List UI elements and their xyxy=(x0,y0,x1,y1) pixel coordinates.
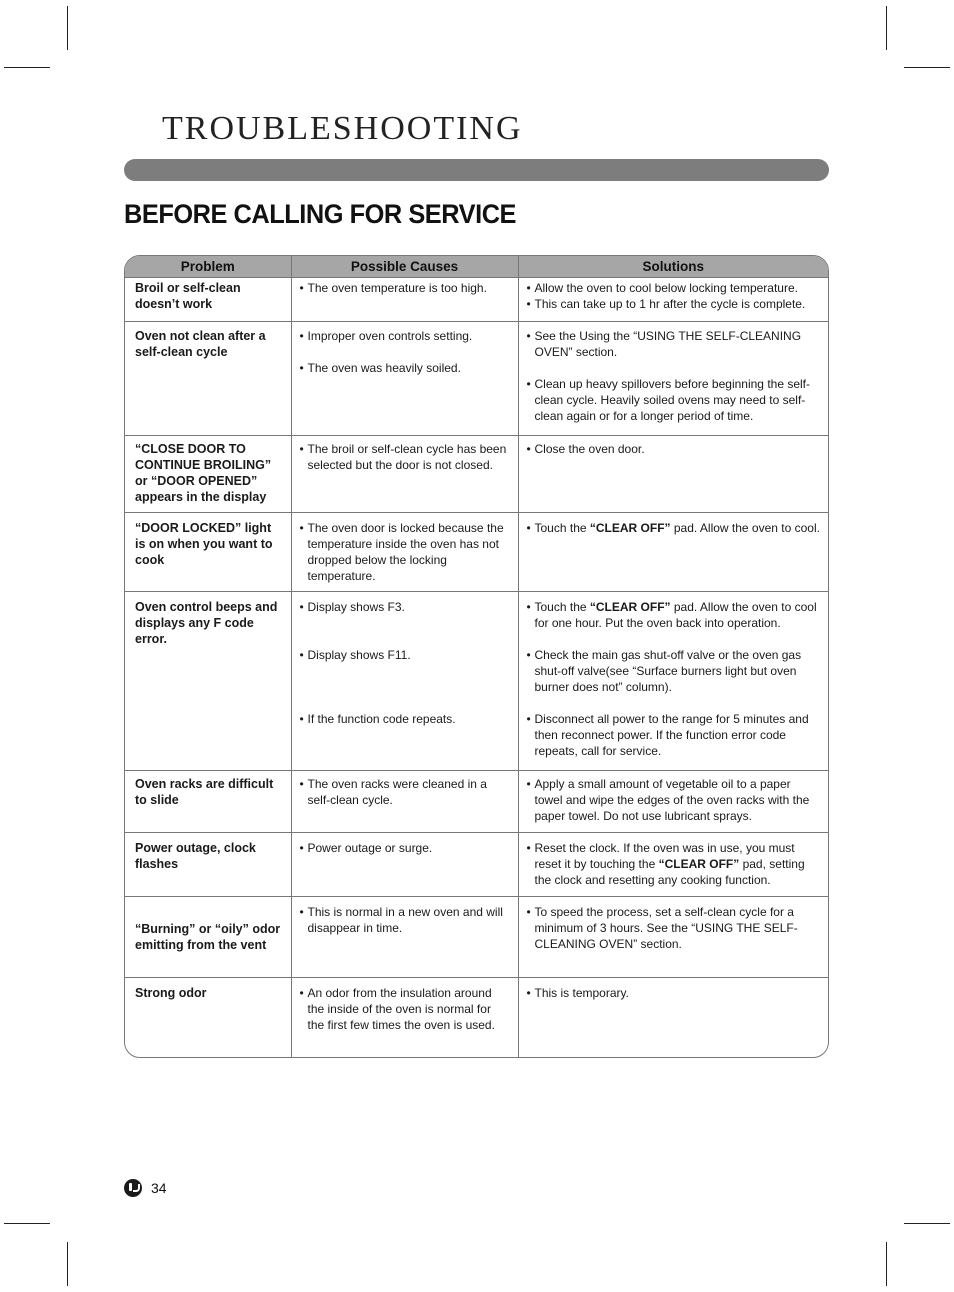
cause-item: • Power outage or surge. xyxy=(300,840,510,856)
solutions-cell xyxy=(518,592,828,771)
table-row xyxy=(125,833,828,897)
solutions-cell xyxy=(518,513,828,592)
causes-cell xyxy=(291,771,518,833)
crop-mark xyxy=(67,6,68,50)
crop-mark xyxy=(4,67,50,68)
page-title: BEFORE CALLING FOR SERVICE xyxy=(124,199,517,229)
header-causes: Possible Causes xyxy=(291,256,518,278)
solutions-cell xyxy=(518,322,828,436)
cause-item: • The oven door is locked because the temperature inside the oven has not dropped below the locking temperature. xyxy=(300,520,510,584)
crop-mark xyxy=(904,1223,950,1224)
solutions-cell xyxy=(518,436,828,513)
solution-item: • To speed the process, set a self-clean cycle for a minimum of 3 hours. See the “USING THE SELF-CLEANING OVEN” section. xyxy=(527,904,821,952)
title-bar xyxy=(124,159,829,181)
header-solutions: Solutions xyxy=(518,256,828,278)
solution-item: • Clean up heavy spillovers before beginning the self-clean cycle. Heavily soiled ovens may need to self-clean again or for a longer period of time. xyxy=(527,376,821,424)
cause-item: • Display shows F3. xyxy=(300,599,510,615)
solution-item: • Allow the oven to cool below locking temperature. xyxy=(527,280,821,296)
crop-mark xyxy=(67,1242,68,1286)
cause-item: • An odor from the insulation around the inside of the oven is normal for the first few times the oven is used. xyxy=(300,985,510,1033)
clear-off-keyword: “CLEAR OFF” xyxy=(589,600,671,614)
solution-text: pad. Allow the oven to cool. xyxy=(670,521,820,535)
table-row xyxy=(125,513,828,592)
crop-mark xyxy=(4,1223,50,1224)
page-footer xyxy=(124,1179,167,1197)
solution-item: • This can take up to 1 hr after the cycle is complete. xyxy=(527,296,821,312)
causes-cell xyxy=(291,592,518,771)
cause-item: • The oven was heavily soiled. xyxy=(300,360,510,376)
solution-item xyxy=(527,599,821,631)
problem-cell: “DOOR LOCKED” light is on when you want to cook xyxy=(125,513,291,592)
cause-item: • Display shows F11. xyxy=(300,647,510,663)
crop-mark xyxy=(886,6,887,50)
solutions-cell xyxy=(518,771,828,833)
causes-cell xyxy=(291,278,518,322)
causes-cell xyxy=(291,897,518,978)
problem-cell: “Burning” or “oily” odor emitting from the vent xyxy=(125,897,291,978)
solution-item: • This is temporary. xyxy=(527,985,821,1001)
clear-off-keyword: “CLEAR OFF” xyxy=(589,521,671,535)
solutions-cell xyxy=(518,897,828,978)
section-title: TROUBLESHOOTING xyxy=(162,110,523,147)
solution-item: • Disconnect all power to the range for 5 minutes and then reconnect power. If the function error code repeats, call for service. xyxy=(527,711,821,759)
solution-item: • Close the oven door. xyxy=(527,441,821,457)
solution-item xyxy=(527,840,821,888)
causes-cell xyxy=(291,833,518,897)
solution-text: Touch the xyxy=(534,600,590,614)
table-row xyxy=(125,771,828,833)
solutions-cell xyxy=(518,978,828,1057)
solution-text: Reset the clock. If the oven was in use, you must reset it by touching the xyxy=(534,841,795,871)
troubleshooting-table xyxy=(124,255,829,1058)
solution-item: • Apply a small amount of vegetable oil to a paper towel and wipe the edges of the oven racks with the paper towel. Do not use lubricant sprays. xyxy=(527,776,821,824)
table-row xyxy=(125,897,828,978)
table-header-row xyxy=(125,256,828,278)
cause-item: • The oven racks were cleaned in a self-clean cycle. xyxy=(300,776,510,808)
table-row xyxy=(125,592,828,771)
solution-text: Touch the xyxy=(534,521,590,535)
problem-cell: Oven control beeps and displays any F code error. xyxy=(125,592,291,771)
causes-cell xyxy=(291,322,518,436)
header-problem: Problem xyxy=(125,256,291,278)
page-number: 34 xyxy=(151,1180,167,1196)
table-row xyxy=(125,322,828,436)
causes-cell xyxy=(291,513,518,592)
cause-item: • If the function code repeats. xyxy=(300,711,510,727)
solution-text: pad, setting the clock and resetting any cooking function. xyxy=(534,857,805,887)
problem-cell: Broil or self-clean doesn’t work xyxy=(125,278,291,322)
crop-mark xyxy=(886,1242,887,1286)
problem-cell: “CLOSE DOOR TO CONTINUE BROILING” or “DOOR OPENED” appears in the display xyxy=(125,436,291,513)
table-row xyxy=(125,978,828,1057)
cause-item: • The broil or self-clean cycle has been selected but the door is not closed. xyxy=(300,441,510,473)
table-row xyxy=(125,278,828,322)
solution-item xyxy=(527,520,821,536)
solution-item: • See the Using the “USING THE SELF-CLEANING OVEN” section. xyxy=(527,328,821,360)
problem-cell: Oven not clean after a self-clean cycle xyxy=(125,322,291,436)
table-row xyxy=(125,436,828,513)
solutions-cell xyxy=(518,278,828,322)
crop-mark xyxy=(904,67,950,68)
causes-cell xyxy=(291,978,518,1057)
solution-text: pad. Allow the oven to cool for one hour. Put the oven back into operation. xyxy=(534,600,817,630)
solution-item: • Check the main gas shut-off valve or the oven gas shut-off valve(see “Surface burners light but oven burner does not” column). xyxy=(527,647,821,695)
causes-cell xyxy=(291,436,518,513)
cause-item: • This is normal in a new oven and will disappear in time. xyxy=(300,904,510,936)
problem-cell: Oven racks are difficult to slide xyxy=(125,771,291,833)
problem-cell: Power outage, clock flashes xyxy=(125,833,291,897)
clear-off-keyword: “CLEAR OFF” xyxy=(658,857,740,871)
problem-cell: Strong odor xyxy=(135,986,207,1000)
cause-item: • The oven temperature is too high. xyxy=(300,280,510,296)
solutions-cell xyxy=(518,833,828,897)
lg-logo-icon xyxy=(124,1179,142,1197)
cause-item: • Improper oven controls setting. xyxy=(300,328,510,344)
